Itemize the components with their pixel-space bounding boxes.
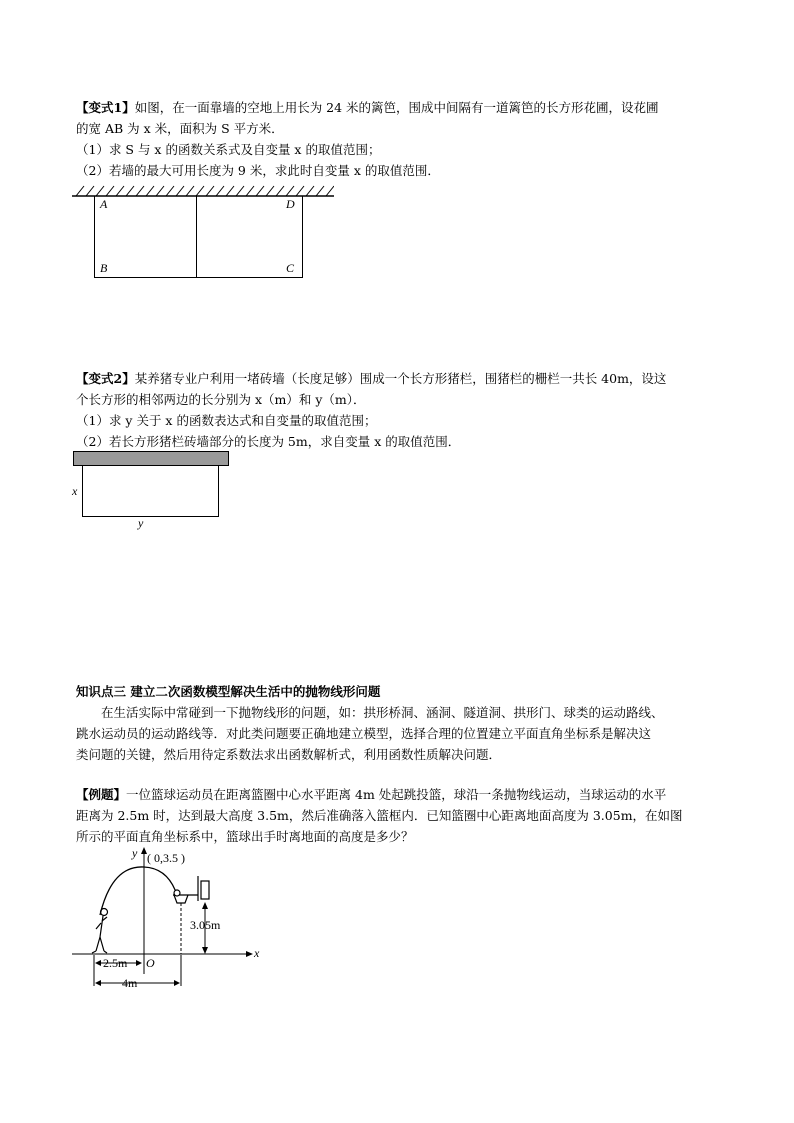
- v1-text1: 如图，在一面靠墙的空地上用长为 24 米的篱笆，围成中间隔有一道篱笆的长方形花圃，设花圃: [134, 100, 659, 115]
- ex-line2: 距离为 2.5m 时，达到最大高度 3.5m，然后准确落入篮框内．已知篮圈中心距离地面高度为 3.05m，在如图: [76, 808, 683, 823]
- ex-tag: 【例题】: [76, 787, 127, 802]
- dim-4m-right: [174, 980, 180, 986]
- k3-heading: 知识点三 建立二次函数模型解决生活中的抛物线形问题: [76, 684, 381, 699]
- fig-label-peak: ( 0,3.5 ): [147, 851, 185, 865]
- ex-figure: [70, 843, 260, 991]
- fig-label-h: 3.05m: [190, 918, 221, 932]
- v1-label-a: A: [100, 197, 108, 211]
- ex-text1: 一位篮球运动员在距离篮圈中心水平距离 4m 处起跳投篮，球沿一条抛物线运动，当球运动的水平: [126, 787, 667, 802]
- v2-tag: 【变式2】: [76, 371, 135, 386]
- x-axis-arrow: [246, 951, 253, 957]
- v2-pen-rect: [82, 466, 219, 517]
- v1-line1: [76, 97, 726, 118]
- ball-trajectory: [100, 867, 177, 915]
- dim-2-5m-right: [136, 960, 142, 966]
- dim-4m-left: [95, 980, 101, 986]
- dim-2-5m-left: [95, 960, 101, 966]
- v1-label-c: C: [286, 261, 295, 275]
- ex-line1: [76, 784, 726, 805]
- k3-para1: 在生活实际中常碰到一下抛物线形的问题，如：拱形桥洞、涵洞、隧道洞、拱形门、球类的运动路线、: [101, 705, 664, 720]
- fig-label-y: y: [132, 846, 138, 860]
- v1-label-b: B: [100, 261, 108, 275]
- v2-label-x: x: [72, 484, 78, 498]
- v2-figure: [70, 451, 240, 535]
- v2-q2: （2）若长方形猪栏砖墙部分的长度为 5m，求自变量 x 的取值范围．: [76, 434, 461, 449]
- v2-line2: 个长方形的相邻两边的长分别为 x（m）和 y（m）．: [76, 392, 366, 407]
- v1-line2: 的宽 AB 为 x 米，面积为 S 平方米．: [76, 121, 284, 136]
- fig-label-x: x: [254, 946, 260, 960]
- v1-q2: （2）若墙的最大可用长度为 9 米，求此时自变量 x 的取值范围．: [76, 163, 440, 178]
- fig-label-d1: 2.5m: [103, 956, 128, 970]
- v1-garden-rect: [94, 196, 303, 278]
- v1-divider-fence: [196, 196, 197, 278]
- height-arrow-bottom: [202, 947, 208, 954]
- fig-label-d2: 4m: [122, 976, 138, 990]
- height-arrow-top: [202, 902, 208, 909]
- v1-label-d: D: [286, 197, 295, 211]
- player-figure: [92, 909, 108, 954]
- fig-label-o: O: [146, 956, 155, 970]
- k3-para3: 类问题的关键，然后用待定系数法求出函数解析式，利用函数性质解决问题．: [76, 747, 502, 762]
- v1-tag: 【变式1】: [76, 100, 135, 115]
- v2-label-y: y: [138, 516, 144, 530]
- v1-q1: （1）求 S 与 x 的函数关系式及自变量 x 的取值范围；: [76, 142, 381, 157]
- v2-line1: [76, 368, 726, 389]
- ex-line3: 所示的平面直角坐标系中，篮球出手时离地面的高度是多少？: [76, 829, 414, 844]
- v1-figure: [72, 182, 334, 282]
- v2-q1: （1）求 y 关于 x 的函数表达式和自变量的取值范围；: [76, 413, 377, 428]
- v2-brick-wall: [73, 451, 229, 466]
- hoop: [173, 876, 209, 903]
- k3-para2: 跳水运动员的运动路线等．对此类问题要正确地建立模型，选择合理的位置建立平面直角坐标系是解决这: [76, 726, 652, 741]
- v2-text1: 某养猪专业户利用一堵砖墙（长度足够）围成一个长方形猪栏，围猪栏的栅栏一共长 40m，设这: [134, 371, 667, 386]
